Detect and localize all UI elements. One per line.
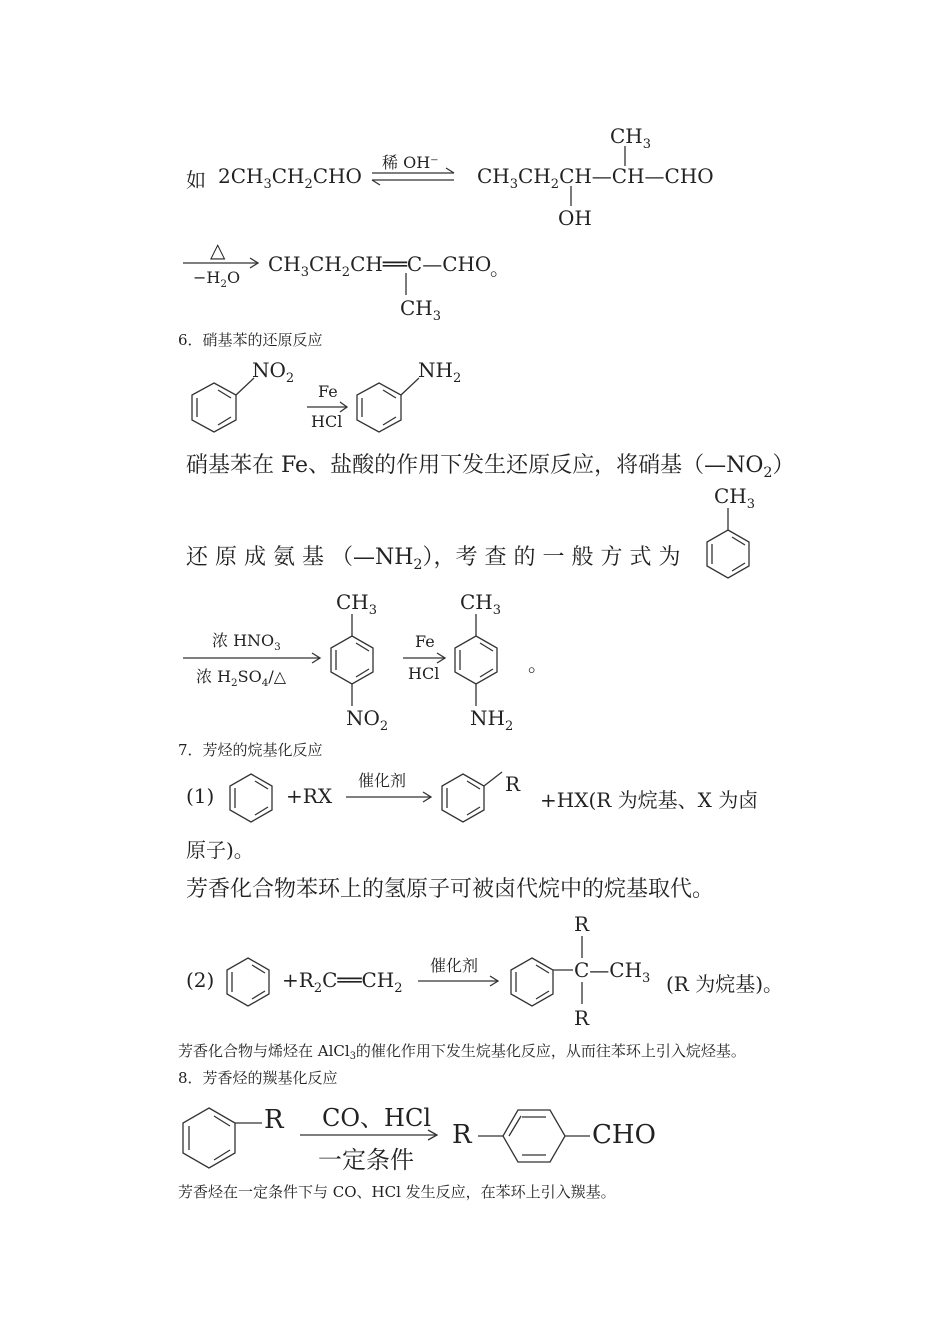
- aldol-reactant: $2CH_3CH_2CHO$: [218, 164, 362, 192]
- sec6-end: 。: [528, 652, 548, 676]
- sec6-reagent: Fe: [318, 382, 338, 401]
- aldol-condition: 稀 OH⁻: [382, 153, 439, 172]
- r1-tail: +HX(R 为烷基、X 为卤: [540, 788, 759, 812]
- aldol-end: 。: [490, 256, 510, 280]
- aldol-product2-methyl: $CH_3$: [400, 296, 442, 324]
- aldol-hydroxyl: OH: [558, 206, 592, 230]
- r2-tail: (R 为烷基)。: [666, 972, 784, 996]
- inter-methyl: $CH_3$: [336, 590, 378, 618]
- r2-carbon: $C—CH_3$: [574, 958, 651, 986]
- sec6-desc2: 还 原 成 氨 基 $(—NH_2)$，考 查 的 一 般 方 式 为: [186, 545, 681, 573]
- amino-group: $NH_2$: [418, 358, 462, 386]
- inter-nitro: $NO_2$: [346, 706, 389, 734]
- r1-alkyl: R: [505, 772, 521, 796]
- sec8-condition: 一定条件: [318, 1146, 414, 1174]
- reduction-reagent: Fe: [415, 632, 435, 651]
- sec8-r: R: [264, 1105, 284, 1135]
- r1-catalyst: 催化剂: [358, 771, 407, 790]
- sec8-prod-cho: CHO: [592, 1120, 656, 1150]
- r1-label: (1): [186, 784, 215, 808]
- sec7-heading: 7．芳烃的烷基化反应: [178, 741, 323, 759]
- toluene-methyl: $CH_3$: [714, 484, 756, 512]
- sec8-desc: 芳香烃在一定条件下与 CO、HCl 发生反应，在苯环上引入羰基。: [178, 1183, 616, 1201]
- nitro-group: $NO_2$: [252, 358, 295, 386]
- sec7-desc1: 芳香化合物苯环上的氢原子可被卤代烷中的烷基取代。: [186, 877, 715, 902]
- r2-bottom-r: R: [574, 1006, 590, 1030]
- nitration-acid: 浓 $H_2SO_4/\triangle$: [196, 667, 287, 689]
- aldol-product: $CH_3CH_2CH—CH—CHO$: [477, 164, 714, 192]
- nitration-reagent: 浓 $HNO_3$: [212, 631, 281, 653]
- dehydration-water: $-H_2O$: [193, 268, 241, 290]
- sec8-prod-r: R: [452, 1120, 472, 1150]
- prod-amino: $NH_2$: [470, 706, 514, 734]
- sec8-heading: 8．芳香烃的羰基化反应: [178, 1069, 338, 1087]
- reduction-acid: HCl: [408, 664, 440, 683]
- r2-top-r: R: [574, 912, 590, 936]
- dehydration-heat: △: [210, 238, 226, 262]
- prod-methyl: $CH_3$: [460, 590, 502, 618]
- aldol-product2: $CH_3CH_2CH══C—CHO$: [268, 252, 492, 280]
- aldol-methyl: $CH_3$: [610, 124, 652, 152]
- sec6-acid: HCl: [311, 412, 343, 431]
- sec6-desc1: 硝基苯在 Fe、盐酸的作用下发生还原反应，将硝基$(—NO_2)$: [186, 453, 795, 481]
- r2-alkene: $+R_2C══CH_2$: [282, 968, 403, 996]
- r2-catalyst: 催化剂: [430, 956, 479, 975]
- sec8-reagent: CO、HCl: [322, 1104, 432, 1132]
- r1-tail2: 原子)。: [186, 838, 254, 862]
- aldol-prefix: 如: [186, 168, 206, 192]
- sec7-desc2: 芳香化合物与烯烃在 AlCl$_3$的催化作用下发生烷基化反应，从而往苯环上引入烷烃基。: [178, 1042, 746, 1063]
- r2-label: (2): [186, 968, 215, 992]
- sec6-heading: 6．硝基苯的还原反应: [178, 331, 323, 349]
- r1-plus: +RX: [286, 784, 333, 808]
